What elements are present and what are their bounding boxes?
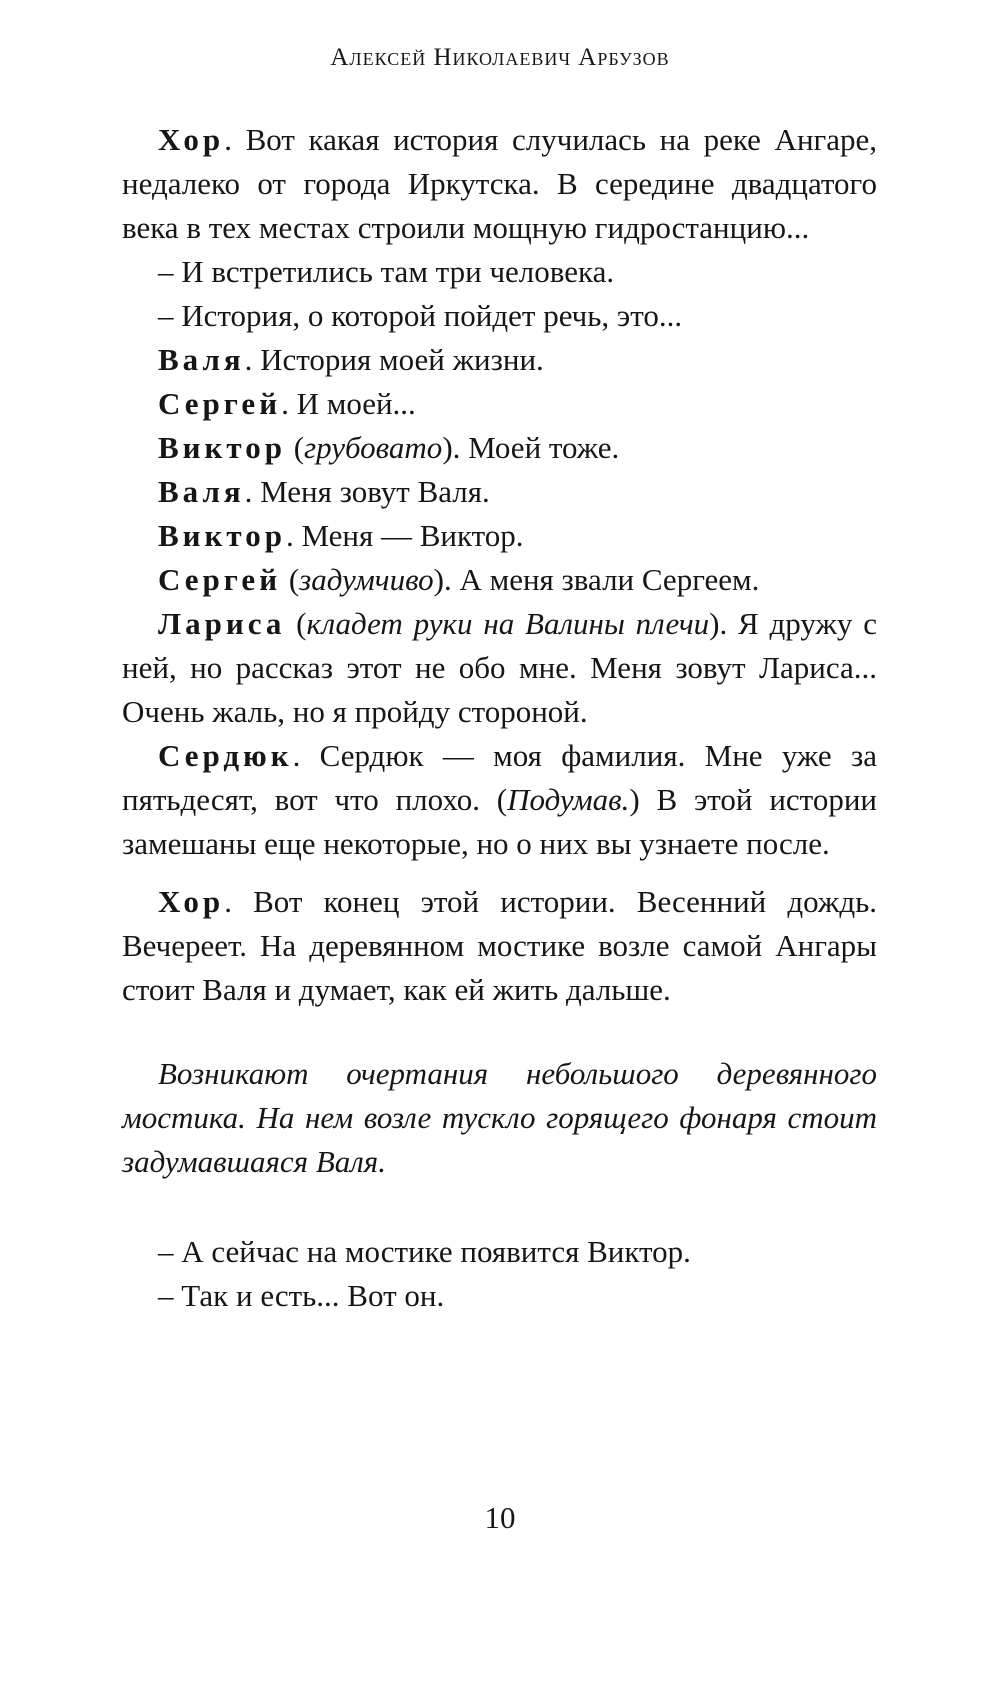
stage-direction: Возникают очертания небольшого деревянного мостика. На нем возле тускло горящего фонаря стоит задумавшаяся Валя. [122, 1056, 877, 1179]
dialogue-line [122, 1274, 877, 1318]
play-text [122, 118, 877, 1318]
speaker-name: Сердюк [158, 738, 293, 773]
speaker-name: Сергей [158, 386, 282, 421]
valya-line: Валя. Меня зовут Валя. [158, 474, 490, 509]
line-text: История моей жизни. [260, 342, 544, 377]
line-text: – История, о которой пойдет речь, это... [158, 298, 683, 333]
stage-remark: грубовато [304, 430, 443, 465]
valya-line: Валя. История моей жизни. [158, 342, 544, 377]
running-header: Алексей Николаевич Арбузов [330, 44, 670, 71]
sergey-line: Сергей (задумчиво). А меня звали Сергеем. [158, 562, 760, 597]
line-text: Меня — Виктор. [301, 518, 524, 553]
serdyuk-line: Сердюк. Сердюк — моя фамилия. Мне уже за пятьдесят, вот что плохо. (Подумав.) В этой истории замешаны еще некоторые, но о них вы узнаете после. [122, 738, 878, 861]
viktor-line: Виктор. Меня — Виктор. [158, 518, 524, 553]
speaker-name: Лариса [158, 606, 286, 641]
line-text: – А сейчас на мостике появится Виктор. [158, 1234, 691, 1269]
sergey-line: Сергей. И моей... [158, 386, 416, 421]
speaker-name: Виктор [158, 518, 286, 553]
speaker-name: Хор [158, 122, 225, 157]
line-text: Меня зовут Валя. [260, 474, 490, 509]
viktor-line: Виктор (грубовато). Моей тоже. [158, 430, 620, 465]
speaker-name: Виктор [158, 430, 286, 465]
line-text: – И встретились там три человека. [158, 254, 615, 289]
line-text: ). Я дружу с ней, но рассказ этот не обо мне. Меня зовут Лариса... Очень жаль, но я пройду стороной. [122, 606, 877, 729]
larisa-line: Лариса (кладет руки на Валины плечи). Я дружу с ней, но рассказ этот не обо мне. Меня зовут Лариса... Очень жаль, но я пройду стороной. [122, 606, 877, 729]
dialogue-line [122, 294, 877, 338]
speaker-name: Хор [158, 884, 225, 919]
chorus-line: Хор. Вот конец этой истории. Весенний дождь. Вечереет. На деревянном мостике возле самой Ангары стоит Валя и думает, как ей жить дальше. [122, 884, 877, 1007]
stage-remark: кладет руки на Валины плечи [306, 606, 710, 641]
line-text: ). Моей тоже. [442, 430, 620, 465]
line-text: ). А меня звали Сергеем. [433, 562, 760, 597]
line-text: Сердюк — моя фамилия. Мне уже за пятьдесят, вот что плохо. ( [122, 738, 877, 817]
speaker-name: Валя [158, 342, 245, 377]
page-number: 10 [484, 1500, 516, 1535]
chorus-line: Хор. Вот какая история случилась на реке Ангаре, недалеко от города Иркутска. В середине двадцатого века в тех местах строили мощную гидростанцию... [122, 122, 878, 245]
stage-remark: Подумав. [507, 782, 630, 817]
line-text: Вот какая история случилась на реке Ангаре, недалеко от города Иркутска. В середине двадцатого века в тех местах строили мощную гидростанцию... [122, 122, 878, 245]
speaker-name: Сергей [158, 562, 282, 597]
line-text: Вот конец этой истории. Весенний дождь. Вечереет. На деревянном мостике возле самой Ангары стоит Валя и думает, как ей жить дальше. [122, 884, 877, 1007]
line-text: И моей... [296, 386, 416, 421]
stage-remark: задумчиво [299, 562, 434, 597]
speaker-name: Валя [158, 474, 245, 509]
line-text-after: ) В этой истории замешаны еще некоторые, но о них вы узнаете после. [122, 782, 878, 861]
line-text: – Так и есть... Вот он. [158, 1278, 445, 1313]
dialogue-line [122, 1230, 877, 1274]
dialogue-line [122, 250, 877, 294]
